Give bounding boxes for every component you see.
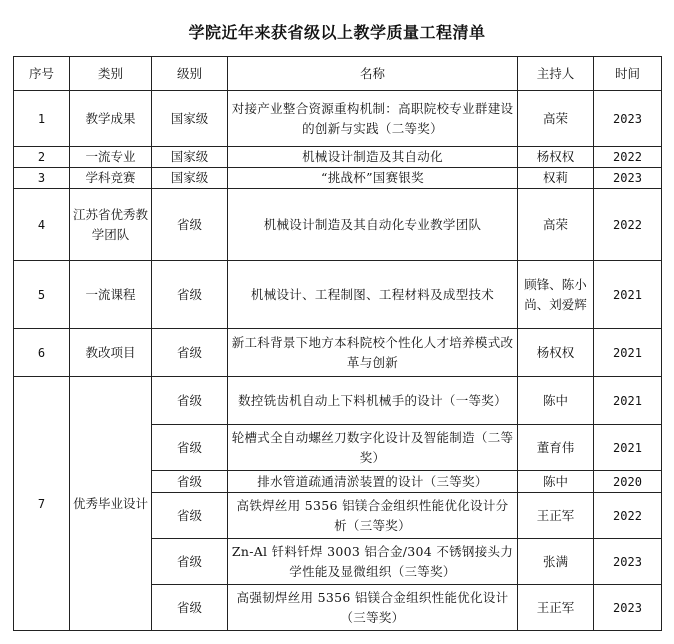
cell-host: 杨权权 <box>518 329 594 377</box>
cell-time: 2023 <box>594 539 662 585</box>
cell-level: 省级 <box>152 329 228 377</box>
cell-name: 机械设计、工程制图、工程材料及成型技术 <box>228 261 518 329</box>
cell-name: 轮槽式全自动螺丝刀数字化设计及智能制造（二等奖） <box>228 425 518 471</box>
header-time: 时间 <box>594 57 662 91</box>
table-row <box>14 168 662 189</box>
cell-host: 权莉 <box>518 168 594 189</box>
cell-name: 高强韧焊丝用 5356 铝镁合金组织性能优化设计（三等奖） <box>228 585 518 631</box>
cell-name: 新工科背景下地方本科院校个性化人才培养模式改革与创新 <box>228 329 518 377</box>
cell-level: 省级 <box>152 377 228 425</box>
cell-category: 优秀毕业设计 <box>70 377 152 631</box>
quality-project-table <box>13 56 662 631</box>
cell-seq: 7 <box>14 377 70 631</box>
cell-host: 杨权权 <box>518 147 594 168</box>
cell-level: 省级 <box>152 539 228 585</box>
header-row <box>14 57 662 91</box>
header-seq: 序号 <box>14 57 70 91</box>
cell-time: 2023 <box>594 585 662 631</box>
cell-name: Zn-Al 钎料钎焊 3003 铝合金/304 不锈钢接头力学性能及显微组织（三等奖） <box>228 539 518 585</box>
cell-host: 张满 <box>518 539 594 585</box>
header-level: 级别 <box>152 57 228 91</box>
table-row <box>14 147 662 168</box>
cell-level: 省级 <box>152 425 228 471</box>
table-row <box>14 189 662 261</box>
cell-level: 省级 <box>152 261 228 329</box>
table-row <box>14 377 662 425</box>
cell-time: 2021 <box>594 329 662 377</box>
cell-name: “挑战杯”国赛银奖 <box>228 168 518 189</box>
cell-host: 高荣 <box>518 91 594 147</box>
document-title: 学院近年来获省级以上教学质量工程清单 <box>188 23 486 42</box>
cell-time: 2023 <box>594 91 662 147</box>
cell-level: 国家级 <box>152 147 228 168</box>
cell-host: 董育伟 <box>518 425 594 471</box>
cell-category: 学科竞赛 <box>70 168 152 189</box>
cell-host: 高荣 <box>518 189 594 261</box>
header-name: 名称 <box>228 57 518 91</box>
cell-name: 对接产业整合资源重构机制：高职院校专业群建设的创新与实践（二等奖） <box>228 91 518 147</box>
cell-seq: 2 <box>14 147 70 168</box>
header-category: 类别 <box>70 57 152 91</box>
cell-name: 排水管道疏通清淤装置的设计（三等奖） <box>228 471 518 493</box>
cell-seq: 3 <box>14 168 70 189</box>
table-row <box>14 261 662 329</box>
cell-name: 机械设计制造及其自动化 <box>228 147 518 168</box>
cell-host: 陈中 <box>518 471 594 493</box>
cell-category: 一流专业 <box>70 147 152 168</box>
cell-level: 省级 <box>152 189 228 261</box>
cell-level: 省级 <box>152 493 228 539</box>
cell-level: 省级 <box>152 585 228 631</box>
cell-time: 2022 <box>594 493 662 539</box>
cell-name: 数控铣齿机自动上下料机械手的设计（一等奖） <box>228 377 518 425</box>
cell-name: 机械设计制造及其自动化专业教学团队 <box>228 189 518 261</box>
cell-category: 一流课程 <box>70 261 152 329</box>
cell-seq: 6 <box>14 329 70 377</box>
cell-time: 2022 <box>594 147 662 168</box>
cell-category: 教学成果 <box>70 91 152 147</box>
cell-name: 高铁焊丝用 5356 铝镁合金组织性能优化设计分析（三等奖） <box>228 493 518 539</box>
header-host: 主持人 <box>518 57 594 91</box>
cell-host: 王正军 <box>518 493 594 539</box>
cell-time: 2022 <box>594 189 662 261</box>
cell-time: 2021 <box>594 425 662 471</box>
cell-category: 教改项目 <box>70 329 152 377</box>
cell-seq: 4 <box>14 189 70 261</box>
cell-time: 2021 <box>594 261 662 329</box>
table-row <box>14 329 662 377</box>
cell-host: 顾锋、陈小尚、刘爱辉 <box>518 261 594 329</box>
cell-time: 2021 <box>594 377 662 425</box>
cell-level: 国家级 <box>152 91 228 147</box>
table-row <box>14 91 662 147</box>
cell-time: 2020 <box>594 471 662 493</box>
cell-seq: 1 <box>14 91 70 147</box>
cell-time: 2023 <box>594 168 662 189</box>
cell-level: 国家级 <box>152 168 228 189</box>
cell-seq: 5 <box>14 261 70 329</box>
cell-host: 陈中 <box>518 377 594 425</box>
cell-category: 江苏省优秀教学团队 <box>70 189 152 261</box>
cell-host: 王正军 <box>518 585 594 631</box>
cell-level: 省级 <box>152 471 228 493</box>
